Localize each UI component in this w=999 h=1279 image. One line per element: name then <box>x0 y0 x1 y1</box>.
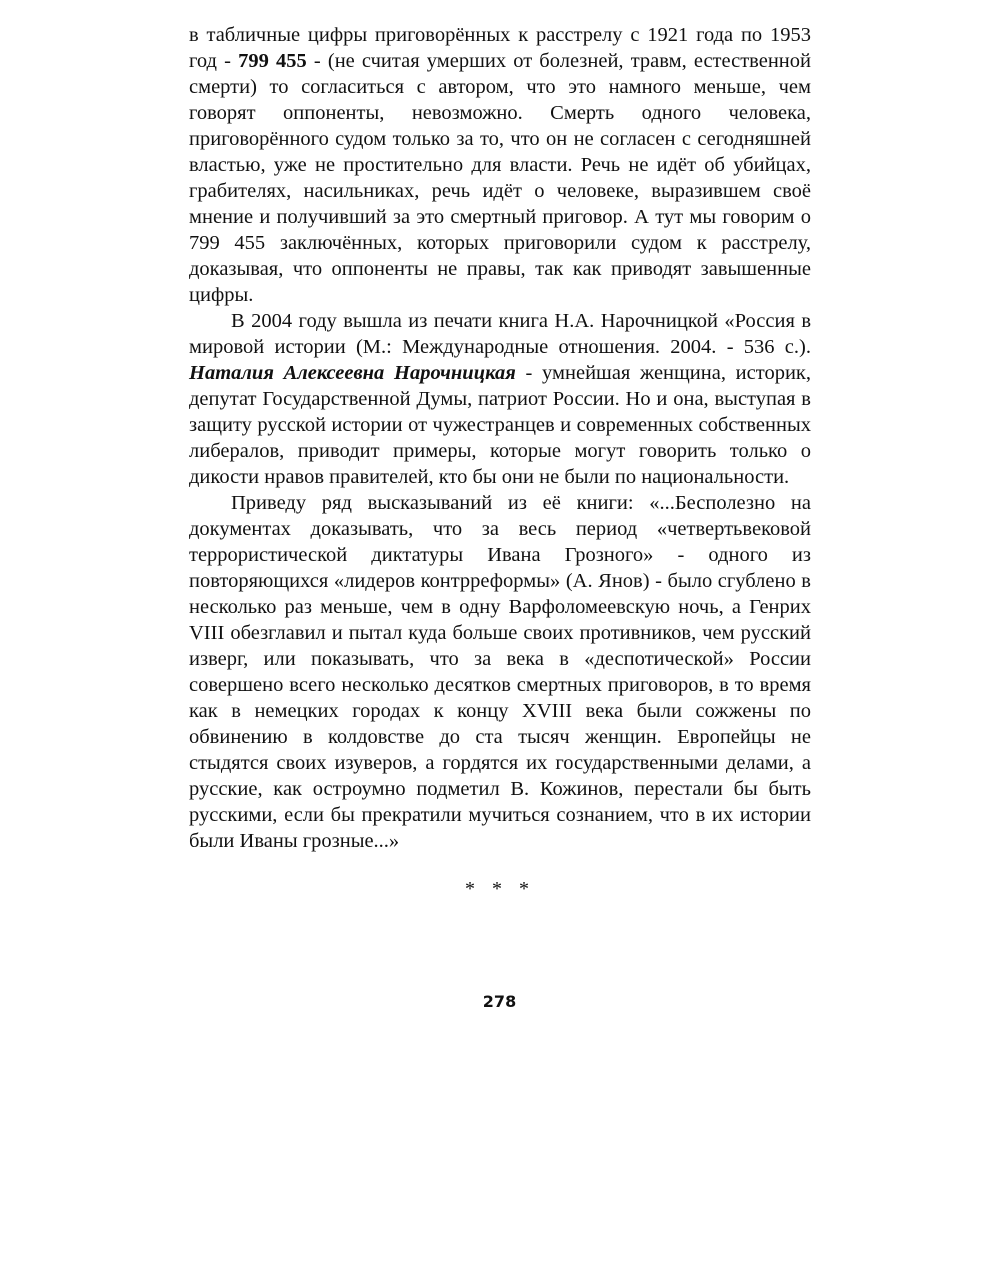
executed-count-emphasis: 799 455 <box>238 50 307 72</box>
author-name-emphasis: Наталия Алексеевна Нарочницкая <box>189 362 516 384</box>
paragraph-1-text-a: в табличные цифры приговорённых к расстрелу с 1921 года по 1953 год - <box>189 24 811 72</box>
paragraph-3-text: Приведу ряд высказываний из её книги: «...Бесполезно на документах доказывать, что за весь период «четвертьвековой террористической диктатуры Ивана Грозного» - одного из повторяющихся «лидеров контрреформы» (А. Янов) - было сгублено в несколько раз меньше, чем в одну Варфоломеевскую ночь, а Генрих VIII обезглавил и пытал куда больше своих противников, чем русский изверг, или показывать, что за века в «деспотической» России совершено всего несколько десятков смертных приговоров, в то время как в немецких городах к концу XVIII века были сожжены по обвинению в колдовстве до ста тысяч женщин. Европейцы не стыдятся своих изуверов, а гордятся их государственными делами, а русские, как остроумно подметил В. Кожинов, перестали бы быть русскими, если бы прекратили мучиться сознанием, что в их истории были Иваны грозные...» <box>189 492 811 852</box>
page-number: 278 <box>482 992 517 1011</box>
paragraph-3 <box>189 490 811 854</box>
paragraph-1-text-b: - (не считая умерших от болезней, травм, естественной смерти) то согласиться с автором, что это намного меньше, чем говорят оппоненты, невозможно. Смерть одного человека, приговорённого судом только за то, что он не согласен с сегодняшней властью, уже не простительно для власти. Речь не идёт об убийцах, грабителях, насильниках, речь идёт о человеке, выразившем своё мнение и получивший за это смертный приговор. А тут мы говорим о 799 455 заключённых, которых приговорили судом к расстрелу, доказывая, что оппоненты не правы, так как приводят завышенные цифры. <box>189 50 811 306</box>
paragraph-2 <box>189 308 811 490</box>
paragraph-2-text-b: - умнейшая женщина, историк, депутат Государственной Думы, патриот России. Но и она, выступая в защиту русской истории от чужестранцев и современных собственных либералов, приводит примеры, которые могут говорить только о дикости нравов правителей, кто бы они не были по национальности. <box>189 362 811 488</box>
paragraph-1 <box>189 22 811 308</box>
page-body <box>189 22 811 902</box>
paragraph-2-text-a: В 2004 году вышла из печати книга Н.А. Нарочницкой «Россия в мировой истории (М.: Международные отношения. 2004. - 536 с.). <box>189 310 811 358</box>
section-separator: * * * <box>465 878 535 900</box>
